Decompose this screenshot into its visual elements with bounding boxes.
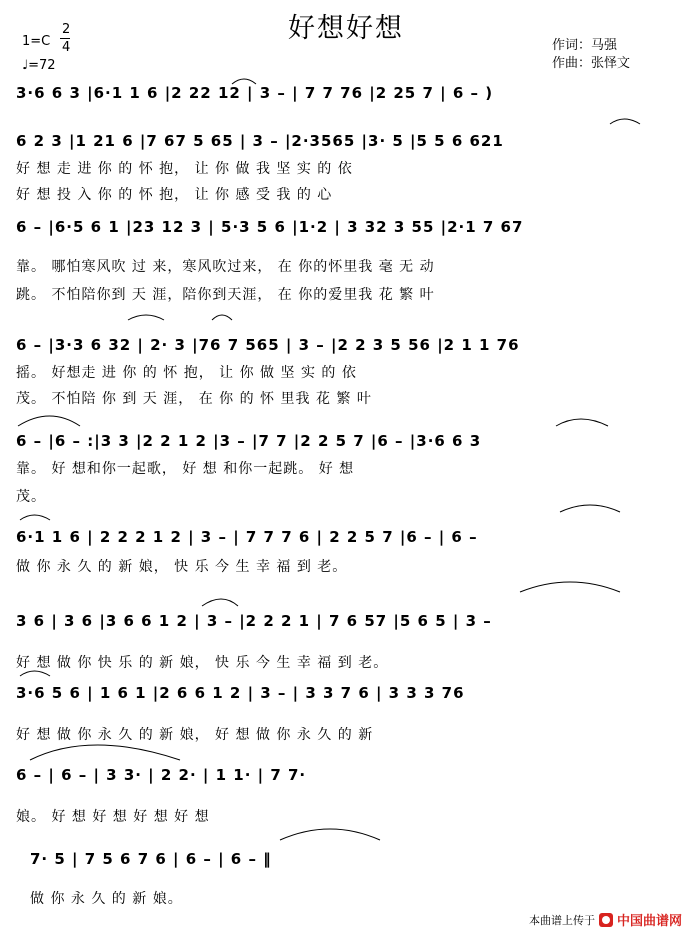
- lyric-row-9: 娘。 好 想 好 想 好 想 好 想: [16, 809, 210, 825]
- lyric-row-6: 做 你 永 久 的 新 娘， 快 乐 今 生 幸 福 到 老。: [16, 559, 348, 575]
- score-row-8: 3·6 5 6 | 1 6 1 |2 6 6 1 2 | 3 – | 3 3 7 6 | 3 3 3 76: [16, 684, 465, 702]
- lyric-row-10: 做 你 永 久 的 新 娘。: [30, 891, 183, 907]
- tempo-marking: ♩=72: [22, 58, 56, 73]
- time-signature-bottom: 4: [62, 40, 71, 55]
- composer-credit: 作曲：张怿文: [552, 56, 631, 71]
- score-row-5: 6 – |6 – :|3 3 |2 2 1 2 |3 – |7 7 |2 2 5 7 |6 – |3·6 6 3: [16, 432, 482, 450]
- key-signature: 1=C: [22, 34, 51, 49]
- time-signature-top: 2: [62, 22, 71, 37]
- footer-site-name[interactable]: 中国曲谱网: [616, 914, 682, 929]
- score-row-10: 7· 5 | 7 5 6 7 6 | 6 – | 6 – ‖: [30, 850, 272, 868]
- time-signature-line: [60, 38, 70, 39]
- score-row-1: 3·6 6 3 |6·1 1 6 |2 22 12 | 3 – | 7 7 76 |2 25 7 | 6 – ): [16, 84, 494, 102]
- score-row-3: 6 – |6·5 6 1 |23 12 3 | 5·3 5 6 |1·2 | 3 32 3 55 |2·1 7 67: [16, 218, 524, 236]
- score-row-9: 6 – | 6 – | 3 3· | 2 2· | 1 1· | 7 7·: [16, 766, 307, 784]
- song-title: 好想好想: [288, 13, 404, 44]
- lyric-row-5-verse-2: 茂。: [16, 489, 46, 505]
- lyricist-credit: 作词：马强: [552, 38, 618, 53]
- footer-credit: [529, 910, 682, 929]
- lyric-row-3-verse-2: 跳。 不怕陪你到 天 涯，陪你到天涯， 在 你的爱里我 花 繁 叶: [16, 287, 435, 303]
- lyric-row-5-verse-1: 靠。 好 想和你一起歌， 好 想 和你一起跳。 好 想: [16, 461, 355, 477]
- score-row-7: 3 6 | 3 6 |3 6 6 1 2 | 3 – |2 2 2 1 | 7 6 57 |5 6 5 | 3 –: [16, 612, 492, 630]
- lyric-row-3-verse-1: 靠。 哪怕寒风吹 过 来，寒风吹过来， 在 你的怀里我 毫 无 动: [16, 259, 435, 275]
- lyric-row-2-verse-1: 好 想 走 进 你 的 怀 抱， 让 你 做 我 坚 实 的 依: [16, 161, 353, 177]
- lyric-row-4-verse-1: 摇。 好想走 进 你 的 怀 抱， 让 你 做 坚 实 的 依: [16, 365, 357, 381]
- lyric-row-2-verse-2: 好 想 投 入 你 的 怀 抱， 让 你 感 受 我 的 心: [16, 187, 333, 203]
- footer-upload-text: 本曲谱上传于: [528, 913, 595, 927]
- lyric-row-4-verse-2: 茂。 不怕陪 你 到 天 涯， 在 你 的 怀 里我 花 繁 叶: [16, 391, 372, 407]
- lyric-row-8: 好 想 做 你 永 久 的 新 娘， 好 想 做 你 永 久 的 新: [16, 727, 374, 743]
- score-row-4: 6 – |3·3 6 32 | 2· 3 |76 7 565 | 3 – |2 2 3 5 56 |2 1 1 76: [16, 336, 520, 354]
- score-row-2: 6 2 3 |1 21 6 |7 67 5 65 | 3 – |2·3565 |3· 5 |5 5 6 621: [16, 132, 504, 150]
- score-row-6: 6·1 1 6 | 2 2 2 1 2 | 3 – | 7 7 7 6 | 2 2 5 7 |6 – | 6 –: [16, 528, 478, 546]
- lyric-row-7: 好 想 做 你 快 乐 的 新 娘， 快 乐 今 生 幸 福 到 老。: [16, 655, 389, 671]
- site-logo-icon: [599, 913, 613, 927]
